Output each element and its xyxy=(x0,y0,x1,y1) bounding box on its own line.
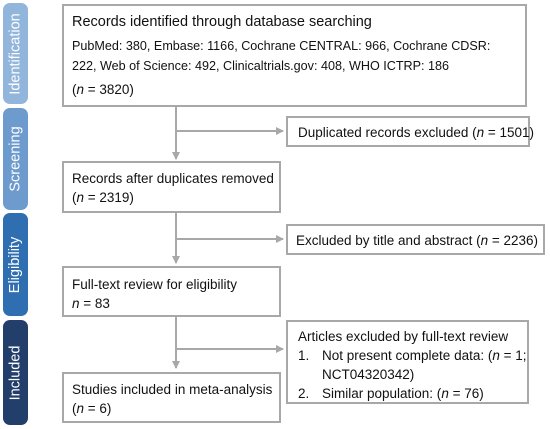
excluded-reason-2-count-value: = 76) xyxy=(448,386,484,401)
excluded-reason-2-number: 2. xyxy=(298,386,310,401)
stage-identification-text: Identification xyxy=(7,12,24,95)
after-duplicates-count-prefix: ( xyxy=(72,190,77,205)
included-studies-box xyxy=(62,372,281,423)
excluded-title-abstract-count-var: n xyxy=(480,233,489,248)
records-identified-count-value: = 3820) xyxy=(84,82,134,97)
excluded-reason-2-label: Similar population: ( xyxy=(322,386,442,401)
records-identified-count-prefix: ( xyxy=(72,82,77,97)
included-studies-title: Studies included in meta-analysis xyxy=(72,382,273,397)
included-studies-count-prefix: ( xyxy=(72,401,77,416)
records-identified-title: Records identified through database searching xyxy=(72,14,372,30)
duplicates-excluded-count-value: = 1501) xyxy=(484,125,535,140)
excluded-title-abstract-text xyxy=(296,231,543,250)
after-duplicates-count-value: = 2319) xyxy=(84,190,134,205)
excluded-reason-1-number: 1. xyxy=(298,348,310,363)
fulltext-review-title: Full-text review for eligibility xyxy=(72,277,238,292)
fulltext-review-count xyxy=(72,294,279,313)
fulltext-review-count-var: n xyxy=(72,296,80,311)
records-identified-sources-line1: PubMed: 380, Embase: 1166, Cochrane CENTRAL: 966, Cochrane CDSR: xyxy=(72,39,491,53)
excluded-title-abstract-box xyxy=(286,224,545,255)
excluded-reason-2-text xyxy=(322,384,484,403)
after-duplicates-title: Records after duplicates removed xyxy=(72,171,274,186)
excluded-fulltext-title: Articles excluded by full-text review xyxy=(298,329,509,344)
after-duplicates-count-var: n xyxy=(76,190,85,205)
included-studies-count-var: n xyxy=(76,401,85,416)
after-duplicates-count xyxy=(72,188,279,207)
records-identified-sources-line2: 222, Web of Science: 492, Clinicaltrials.gov: 408, WHO ICTRP: 186 xyxy=(72,59,450,73)
excluded-reason-1-text xyxy=(322,346,527,365)
stage-eligibility-text: Eligibility xyxy=(7,236,24,293)
excluded-reason-1-label: Not present complete data: ( xyxy=(322,348,493,363)
excluded-title-abstract-count-value: = 2236) xyxy=(488,233,539,248)
excluded-reason-2 xyxy=(298,384,527,403)
stage-screening-text: Screening xyxy=(7,126,24,192)
fulltext-review-count-value: = 83 xyxy=(79,296,110,311)
after-duplicates-box xyxy=(62,161,281,213)
excluded-title-abstract-label: Excluded by title and abstract ( xyxy=(296,233,481,248)
included-studies-count xyxy=(72,399,279,418)
duplicates-excluded-box xyxy=(286,116,535,147)
records-identified-box xyxy=(62,4,527,107)
records-identified-count-var: n xyxy=(76,82,85,97)
excluded-reason-1-continued xyxy=(298,365,527,384)
excluded-reason-1 xyxy=(298,346,527,365)
excluded-reason-1-count-var: n xyxy=(492,348,500,363)
stage-included-text: Included xyxy=(7,345,24,400)
records-identified-count xyxy=(72,80,525,99)
excluded-reason-1-indent xyxy=(298,365,322,384)
duplicates-excluded-count-var: n xyxy=(476,125,485,140)
fulltext-review-box xyxy=(62,266,281,317)
duplicates-excluded-label: Duplicated records excluded ( xyxy=(298,125,477,140)
excluded-reason-1-count-value: = 1; xyxy=(499,348,527,363)
included-studies-count-value: = 6) xyxy=(84,401,112,416)
excluded-reason-2-count-var: n xyxy=(441,386,449,401)
duplicates-excluded-text xyxy=(298,123,535,142)
excluded-fulltext-box xyxy=(286,320,529,404)
excluded-reason-1-trial-id: NCT04320342) xyxy=(322,367,415,382)
